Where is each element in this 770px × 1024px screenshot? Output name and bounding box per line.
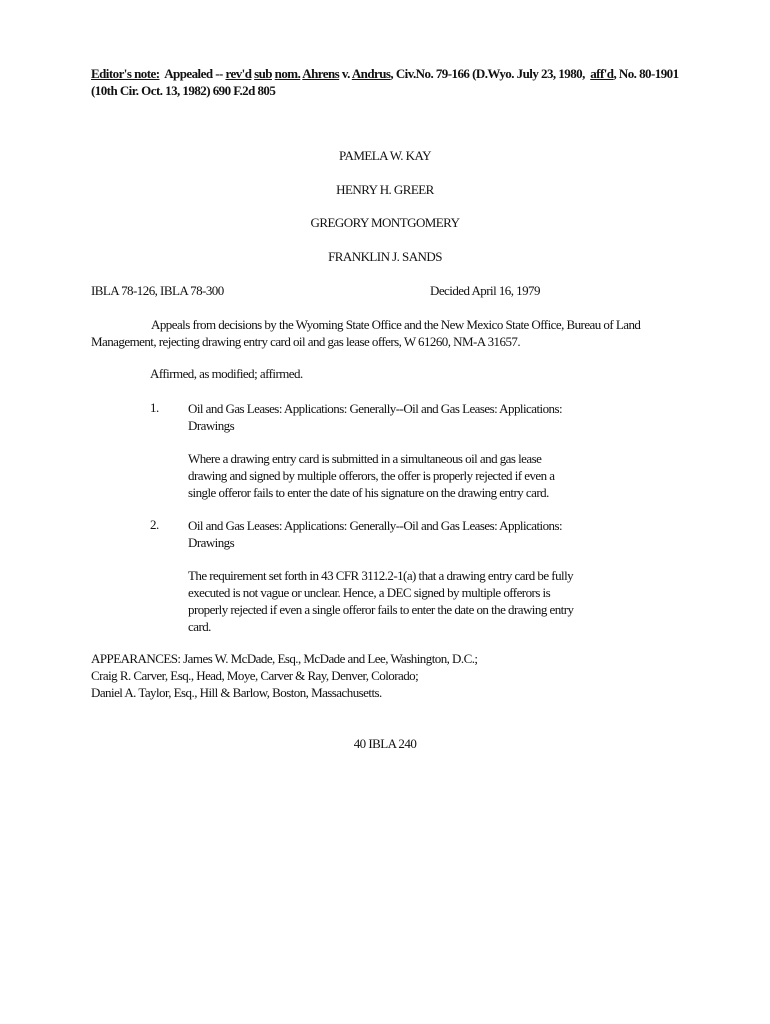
party-name: PAMELA W. KAY — [339, 148, 431, 163]
intro-paragraph: Appeals from decisions by the Wyoming State Office and the New Mexico State Office, Bureau of Land Management, rejecting drawing entry card oil and gas lease offers, W 61260, NM-A 31657. — [91, 317, 641, 349]
decision-date: Decided April 16, 1979 — [430, 283, 540, 298]
party-name: FRANKLIN J. SANDS — [328, 249, 442, 264]
party-name: GREGORY MONTGOMERY — [310, 215, 460, 230]
ahrens-text: Ahrens — [302, 66, 340, 81]
appearances-line: Daniel A. Taylor, Esq., Hill & Barlow, Boston, Massachusetts. — [91, 685, 382, 700]
sub-text: sub — [254, 66, 272, 81]
page-reference: 40 IBLA 240 — [353, 736, 417, 751]
headnote-topic: Oil and Gas Leases: Applications: Generally--Oil and Gas Leases: Applications: Drawings — [188, 401, 563, 433]
headnote-topic: Oil and Gas Leases: Applications: Generally--Oil and Gas Leases: Applications: Drawings — [188, 518, 563, 550]
citation-tail: , No. 80-1901 (10th Cir. Oct. 13, 1982) 690 F.2d 805 — [91, 66, 679, 98]
andrus-text: Andrus — [351, 66, 391, 81]
editors-note — [91, 65, 691, 99]
citation-text: , Civ.No. 79-166 (D.Wyo. July 23, 1980, — [390, 66, 585, 81]
nom-text: nom. — [274, 66, 301, 81]
docket-number: IBLA 78-126, IBLA 78-300 — [91, 283, 224, 298]
headnote-text: The requirement set forth in 43 CFR 3112.2-1(a) that a drawing entry card be fully executed is not vague or unclear. Hence, a DEC signed by multiple offerors is properly rejected if even a single offeror fails to enter the date on the drawing entry card. — [188, 568, 574, 634]
affd-text: aff'd — [590, 66, 614, 81]
headnote-number: 2. — [150, 517, 159, 532]
editors-note-label: Editor's note: — [91, 66, 160, 81]
headnote-text: Where a drawing entry card is submitted in a simultaneous oil and gas lease drawing and signed by multiple offerors, the offer is properly rejected if even a single offeror fails to enter the date of his signature on the drawing entry card. — [188, 451, 555, 500]
appearances-line: APPEARANCES: James W. McDade, Esq., McDade and Lee, Washington, D.C.; — [91, 651, 478, 666]
appealed-text: Appealed -- — [164, 66, 223, 81]
appearances-line: Craig R. Carver, Esq., Head, Moye, Carver & Ray, Denver, Colorado; — [91, 668, 419, 683]
revd-text: rev'd — [225, 66, 252, 81]
party-name: HENRY H. GREER — [336, 182, 434, 197]
v-text: v. — [341, 66, 350, 81]
headnote-number: 1. — [150, 400, 159, 415]
disposition: Affirmed, as modified; affirmed. — [150, 366, 303, 381]
